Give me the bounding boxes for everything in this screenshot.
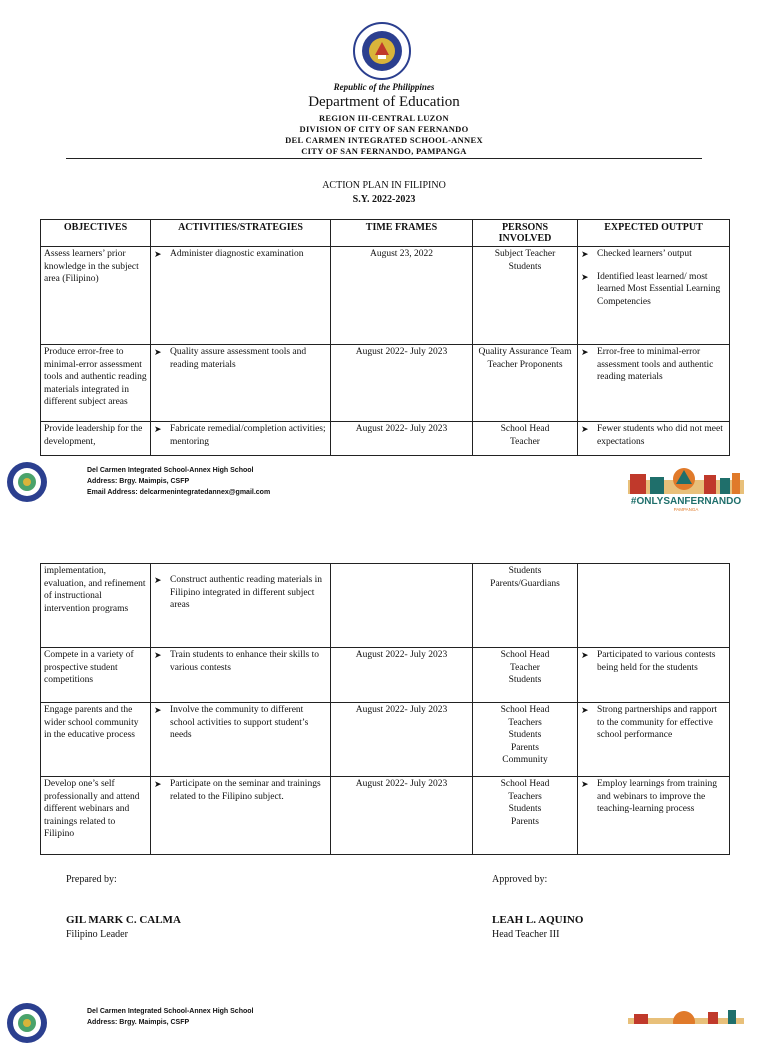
- header-city: CITY OF SAN FERNANDO, PAMPANGA: [301, 146, 467, 156]
- expected-output-cell: ➤ Checked learners’ output ➤ Identified least learned/ most learned Most Essential Learning Competencies: [578, 247, 730, 345]
- approved-by-label: Approved by:: [492, 874, 548, 885]
- footer-email: Email Address: delcarmenintegratedannex@gmail.com: [87, 489, 271, 496]
- table-header-row: [41, 220, 730, 247]
- header-region: REGION III-CENTRAL LUZON: [318, 113, 449, 123]
- action-plan-table-page1: [40, 219, 730, 456]
- arrow-bullet-icon: ➤: [154, 424, 162, 434]
- time-frame-cell: August 2022- July 2023: [331, 648, 473, 703]
- expected-output-cell: ➤ Participated to various contests being held for the students: [578, 648, 730, 703]
- approved-by-name: LEAH L. AQUINO: [492, 914, 584, 926]
- arrow-bullet-icon: ➤: [581, 271, 589, 282]
- activities-cell: ➤ Construct authentic reading materials in Filipino integrated in different subject areas: [151, 564, 331, 648]
- time-frame-cell: August 2022- July 2023: [331, 777, 473, 855]
- arrow-bullet-icon: ➤: [154, 575, 162, 585]
- col-header-expected-output: EXPECTED OUTPUT: [578, 220, 730, 247]
- expected-output-cell: ➤ Strong partnerships and rapport to the community for effective school performance: [578, 703, 730, 777]
- col-header-activities: ACTIVITIES/STRATEGIES: [151, 220, 331, 247]
- footer-school: Del Carmen Integrated School-Annex High School: [87, 1008, 254, 1015]
- arrow-bullet-icon: ➤: [154, 779, 162, 789]
- persons-cell: School Head Teacher Students: [473, 648, 578, 703]
- time-frame-cell: August 2022- July 2023: [331, 345, 473, 422]
- activities-cell: ➤ Participate on the seminar and trainings related to the Filipino subject.: [151, 777, 331, 855]
- table-row: [41, 703, 730, 777]
- table-row: [41, 564, 730, 648]
- table-row: [41, 247, 730, 345]
- school-year: S.Y. 2022-2023: [352, 194, 416, 205]
- objective-cell: implementation, evaluation, and refinement of instructional intervention programs: [41, 564, 151, 648]
- table-row: [41, 422, 730, 456]
- expected-output-cell: ➤ Error-free to minimal-error assessment tools and authentic reading materials: [578, 345, 730, 422]
- activities-cell: ➤ Administer diagnostic examination: [151, 247, 331, 345]
- arrow-bullet-icon: ➤: [154, 705, 162, 715]
- prepared-by-title: Filipino Leader: [66, 929, 128, 940]
- table-row: [41, 345, 730, 422]
- only-san-fernando-logo-cut: [624, 1008, 748, 1024]
- objective-cell: Compete in a variety of prospective student competitions: [41, 648, 151, 703]
- expected-output-cell: [578, 564, 730, 648]
- brand-text: #ONLYSANFERNANDO: [630, 496, 742, 507]
- col-header-objectives: OBJECTIVES: [41, 220, 151, 247]
- persons-cell: Students Parents/Guardians: [473, 564, 578, 648]
- arrow-bullet-icon: ➤: [581, 424, 589, 434]
- brand-subtext: PAMPANGA: [673, 507, 699, 512]
- footer-address: Address: Brgy. Maimpis, CSFP: [87, 1019, 190, 1026]
- footer-block-cut: [87, 1006, 253, 1028]
- arrow-bullet-icon: ➤: [154, 347, 162, 357]
- objective-cell: Assess learners’ prior knowledge in the subject area (Filipino): [41, 247, 151, 345]
- table-row: [41, 777, 730, 855]
- table-row: [41, 648, 730, 703]
- header-republic: Republic of the Philippines: [333, 82, 435, 92]
- arrow-bullet-icon: ➤: [581, 347, 589, 357]
- header-school: DEL CARMEN INTEGRATED SCHOOL-ANNEX: [285, 135, 483, 145]
- arrow-bullet-icon: ➤: [581, 650, 589, 660]
- time-frame-cell: August 2022- July 2023: [331, 703, 473, 777]
- arrow-bullet-icon: ➤: [154, 249, 162, 259]
- school-logo-icon: [6, 461, 48, 503]
- prepared-by-label: Prepared by:: [66, 874, 117, 885]
- arrow-bullet-icon: ➤: [154, 650, 162, 660]
- persons-cell: Subject Teacher Students: [473, 247, 578, 345]
- footer-address: Address: Brgy. Maimpis, CSFP: [87, 478, 190, 485]
- arrow-bullet-icon: ➤: [581, 249, 589, 259]
- approved-by-title: Head Teacher III: [492, 929, 560, 940]
- objective-cell: Provide leadership for the development,: [41, 422, 151, 456]
- persons-cell: Quality Assurance Team Teacher Proponents: [473, 345, 578, 422]
- arrow-bullet-icon: ➤: [581, 779, 589, 789]
- persons-cell: School Head Teacher: [473, 422, 578, 456]
- activities-cell: ➤ Train students to enhance their skills to various contests: [151, 648, 331, 703]
- prepared-by-name: GIL MARK C. CALMA: [66, 914, 181, 926]
- activities-cell: ➤ Involve the community to different school activities to support student’s needs: [151, 703, 331, 777]
- activities-cell: ➤ Quality assure assessment tools and reading materials: [151, 345, 331, 422]
- expected-output-cell: ➤ Employ learnings from training and webinars to improve the teaching-learning process: [578, 777, 730, 855]
- activities-cell: ➤ Fabricate remedial/completion activities; mentoring: [151, 422, 331, 456]
- action-plan-table-page2: [40, 563, 730, 855]
- time-frame-cell: August 23, 2022: [331, 247, 473, 345]
- arrow-bullet-icon: ➤: [581, 705, 589, 715]
- school-logo-icon: [6, 1002, 48, 1044]
- col-header-persons: PERSONS INVOLVED: [473, 220, 578, 247]
- persons-cell: School Head Teachers Students Parents: [473, 777, 578, 855]
- footer-school: Del Carmen Integrated School-Annex High School: [87, 467, 254, 474]
- time-frame-cell: [331, 564, 473, 648]
- col-header-time-frames: TIME FRAMES: [331, 220, 473, 247]
- objective-cell: Develop one’s self professionally and attend different webinars and trainings related to Filipino: [41, 777, 151, 855]
- objective-cell: Produce error-free to minimal-error assessment tools and authentic reading materials integrated in different subject areas: [41, 345, 151, 422]
- deped-seal-icon: [353, 22, 411, 80]
- time-frame-cell: August 2022- July 2023: [331, 422, 473, 456]
- expected-output-cell: ➤ Fewer students who did not meet expectations: [578, 422, 730, 456]
- doc-title: ACTION PLAN IN FILIPINO: [322, 180, 446, 191]
- footer-block: [87, 465, 270, 498]
- header-division: DIVISION OF CITY OF SAN FERNANDO: [299, 124, 469, 134]
- header-department: Department of Education: [308, 94, 460, 110]
- only-san-fernando-logo: [624, 466, 748, 512]
- header-divider: [66, 158, 702, 159]
- persons-cell: School Head Teachers Students Parents Community: [473, 703, 578, 777]
- objective-cell: Engage parents and the wider school community in the educative process: [41, 703, 151, 777]
